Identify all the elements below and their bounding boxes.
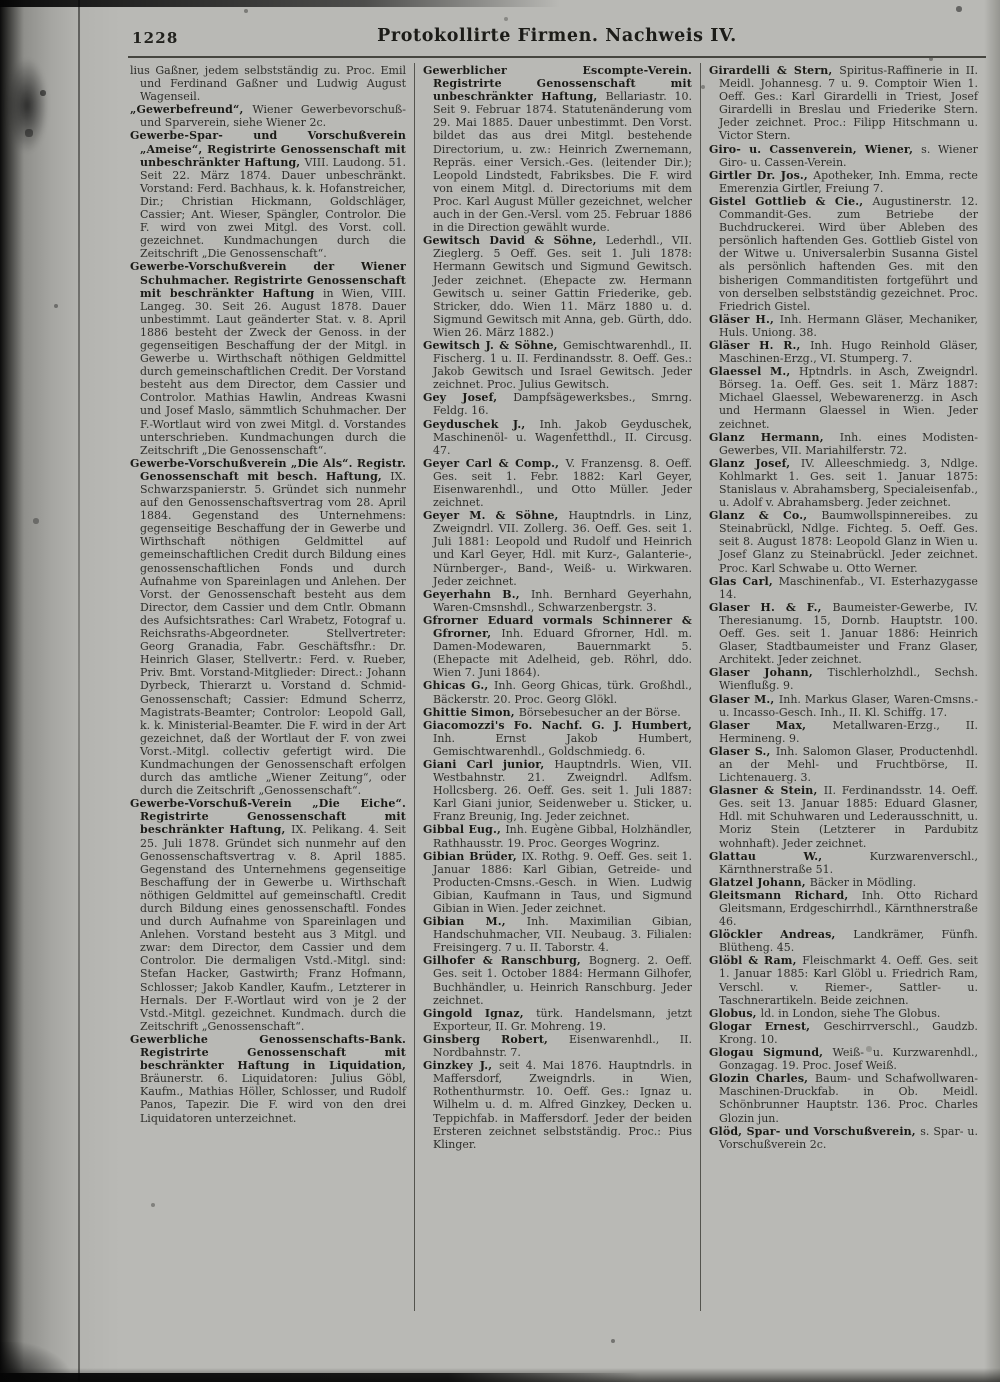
entry-text: IV. Alleeschmiedg. 3, Ndlge. Kohlmarkt 1. Ges. seit 1. Januar 1875: Stanislaus v. Abrahamsberg, Specialeisenfab., u. Adolf v. Abrahamsberg. Jeder zeichnet. <box>718 456 978 510</box>
firm-name: Gewitsch J. & Söhne, <box>422 338 563 352</box>
firm-name: Giacomozzi's Fo. Nachf. G. J. Humbert, <box>422 718 692 732</box>
directory-entry <box>423 758 692 823</box>
scan-specks <box>0 0 2 2</box>
directory-entry <box>709 64 978 143</box>
entry-text: Inh. eines Modisten-Gewerbes, VII. Mariahilferstr. 72. <box>718 430 978 457</box>
firm-name: Geyerhahn B., <box>422 587 531 601</box>
directory-entry <box>423 1059 692 1151</box>
firm-name: Glaser Johann, <box>708 666 828 680</box>
directory-entry <box>423 850 692 915</box>
directory-entry <box>423 1007 692 1033</box>
entry-text: Geschirrverschl., Gaudzb. Krong. 10. <box>718 1019 978 1046</box>
directory-entry <box>423 954 692 1006</box>
entry-text: Apotheker, Inh. Emma, recte Emerenzia Girtler, Freiung 7. <box>718 168 978 195</box>
firm-name: Glöbl & Ram, <box>708 954 803 968</box>
entry-text: Börsebesucher an der Börse. <box>518 705 681 719</box>
scan-bottom-black-strip <box>0 1373 640 1382</box>
entry-text: Inh. Ernst Jakob Humbert, Gemischtwarenhdl., Goldschmiedg. 6. <box>432 731 692 758</box>
entry-text: Inh. Otto Richard Gleitsmann, Erdgeschirrhdl., Kärnthnerstraße 46. <box>718 888 978 929</box>
directory-entry <box>709 195 978 313</box>
entry-text: Augustinerstr. 12. Commandit-Ges. zum Betriebe der Buchdruckerei. Wird über Ableben des persönlich haftenden Ges. Gottlieb Gistel von der Witwe u. Universalerbin Susanna Gistel als persönlich haftenden Ges. mit den bisherigen Commanditisten fortgeführt und von derselben selbstständig gezeichnet. Proc. Friedrich Gistel. <box>718 194 978 313</box>
entry-text: Inh. Hugo Reinhold Gläser, Maschinen-Erzg., VI. Stumperg. 7. <box>718 338 978 366</box>
firm-name: Gewerbe-Vorschußverein der Wiener Schuhmacher. Registrirte Genossenschaft mit beschränkter Haftung <box>130 260 406 300</box>
directory-entry <box>709 1020 978 1046</box>
firm-name: Gilhofer & Ranschburg, <box>422 954 589 968</box>
page-edge-crease <box>78 0 80 1382</box>
firm-name: Ginsberg Robert, <box>422 1032 570 1046</box>
entry-text: Bäcker in Mödling. <box>809 875 917 889</box>
directory-entry <box>423 719 692 758</box>
firm-name: Geyduschek J., <box>422 417 540 431</box>
entry-text: Inh. Jakob Geyduschek, Maschinenöl- u. Wagenfetthdl., II. Circusg. 47. <box>432 417 692 457</box>
firm-name: Ghicas G., <box>422 679 495 693</box>
directory-entry <box>709 457 978 509</box>
firm-name: Gibian Brüder, <box>422 849 522 863</box>
directory-entry <box>709 876 978 889</box>
entry-text: Inh. Bernhard Geyerhahn, Waren-Cmsnshdl., Schwarzenbergstr. 3. <box>432 587 692 614</box>
directory-entry <box>130 64 406 103</box>
firm-name: Glöckler Andreas, <box>708 928 854 942</box>
entry-text: Inh. Hermann Gläser, Mechaniker, Huls. Uniong. 38. <box>718 312 978 339</box>
entry-text: in Wien, VIII. Langeg. 30. Seit 26. August 1878. Dauer unbestimmt. Laut geänderter Stat. v. 8. April 1886 besteht der Zweck der Genoss. in der gegenseitigen Beschaffung der der Mitgl. in Gewerbe u. Wirthschaft nöthigen Geldmittel durch gemeinschaftlichen Credit. Der Vorstand besteht aus dem Director, dem Cassier und Controlor. Mathias Hawlin, Andreas Kwasni und Josef Maslo, sämmtlich Schuhmacher. Der F.-Wortlaut wird von zwei Mitgl. d. Vorstandes unterschrieben. Kundmachungen durch die Zeitschrift „Die Genossenschaft“. <box>140 286 406 457</box>
page-title: Protokollirte Firmen. Nachweis IV. <box>377 26 737 46</box>
entry-text: IX. Schwarzspanierstr. 5. Gründet sich nunmehr auf den Genossenschaftsvertrag vom 28. April 1884. Gegenstand des Unternehmens: gegenseitige Beschaffung der in Gewerbe und Wirthschaft nöthigen Geldmittel auf gemeinschaftlichen Credit durch Bildung eines genossenschaftlichen Fonds und durch Aufnahme von Spareinlagen und Anlehen. Der Vorst. der Genossenschaft besteht aus dem Director, dem Cassier und dem Cntlr. Obmann des Aufsichtsrathes: Carl Wrabetz, Fotograf u. Reichsraths-Abgeordneter. Stellvertreter: Georg Granadia, Fabr. Geschäftsfhr.: Dr. Heinrich Glaser, Stellvertr.: Ferd. v. Rueber, Priv. Bmt. Vorstand-Mitglieder: Direct.: Johann Dyrbeck, Thierarzt u. Vorstand d. Schmid-Genossenschaft; Cassier: Edmund Scherrz, Magistrats-Beamter; Controlor: Leopold Gall, k. k. Ministerial-Beamter. Die F. wird in der Art gezeichnet, daß der Wortlaut der F. von zwei Vorst.-Mitgl. collectiv gefertigt wird. Die Kundmachungen der Genossenschaft erfolgen durch das amtliche „Wiener Zeitung“, oder durch die Zeitschrift „Genossenschaft“. <box>140 469 406 798</box>
scan-top-black-strip <box>0 0 560 7</box>
column-2 <box>414 63 700 1311</box>
firm-name: Glogau Sigmund, <box>708 1046 833 1060</box>
entry-text: Fleischmarkt 4. Oeff. Ges. seit 1. Januar 1885: Karl Glöbl u. Friedrich Ram, Verschl. v. Riemer-, Sattler- u. Taschnerartikeln. Beide zeichnen. <box>718 954 978 1007</box>
directory-entry <box>709 850 978 876</box>
firm-name: Girardelli & Stern, <box>708 64 840 77</box>
ink-blotch <box>6 58 48 153</box>
entry-text: Gemischtwarenhdl., II. Fischerg. 1 u. II. Ferdinandsstr. 8. Oeff. Ges.: Jakob Gewitsch und Israel Gewitsch. Jeder zeichnet. Proc. Julius Gewitsch. <box>432 338 692 392</box>
directory-entry <box>709 431 978 457</box>
entry-text: seit 4. Mai 1876. Hauptndrls. in Maffersdorf, Zweigndrls. in Wien, Rothenthurmstr. 10. Oeff. Ges.: Ignaz u. Wilhelm u. d. m. Alfred Ginzkey, Decken u. Teppichfab. in Maffersdorf. Jeder der beiden Ersteren zeichnet selbstständig. Proc.: Pius Klinger. <box>432 1059 692 1151</box>
directory-entry <box>423 823 692 849</box>
directory-entry <box>423 706 692 719</box>
directory-entry <box>709 928 978 954</box>
entry-text: Eisenwarenhdl., II. Nordbahnstr. 7. <box>432 1032 692 1060</box>
firm-name: Geyer M. & Söhne, <box>422 509 569 523</box>
firm-name: Gingold Ignaz, <box>422 1006 537 1020</box>
entry-text: IX. Pelikang. 4. Seit 25. Juli 1878. Gründet sich nunmehr auf den Genossenschaftsvertrag v. 8. April 1885. Gegenstand des Unternehmens gegenseitige Beschaffung der in Gewerbe u. Wirthschaft nöthigen Geldmittel auf gemeinschaftl. Credit durch Bildung eines genossenschaftl. Fondes und durch Aufnahme von Spareinlagen und Anlehen. Vorstand besteht aus 3 Mitgl. und zwar: dem Director, dem Cassier und dem Controlor. Die dermaligen Vstd.-Mitgl. sind: Stefan Hacker, Gastwirth; Franz Hofmann, Schlosser; Jakob Kandler, Kaufm., Letzterer in Hernals. Der F.-Wortlaut wird von je 2 der Vstd.-Mitgl. gezeichnet. Kundmach. durch die Zeitschrift „Genossenschaft“. <box>140 823 406 1033</box>
entry-text: Spiritus-Raffinerie in II. Meidl. Johannesg. 7 u. 9. Comptoir Wien 1. Oeff. Ges.: Karl Girardelli in Triest, Josef Girardelli in Breslau und Friederike Stern. Jeder zeichnet. Proc.: Filipp Hitschmann u. Victor Stern. <box>718 64 978 143</box>
directory-entry <box>423 339 692 391</box>
directory-entry <box>709 143 978 169</box>
firm-name: Gläser H., <box>708 312 780 326</box>
directory-entry <box>709 1046 978 1072</box>
entry-text: Bognerg. 2. Oeff. Ges. seit 1. October 1884: Hermann Gilhofer, Buchhändler, u. Heinrich Ranschburg. Jeder zeichnet. <box>432 954 692 1007</box>
entry-text: Inh. Markus Glaser, Waren-Cmsns.- u. Incasso-Gesch. Inh., II. Kl. Schiffg. 17. <box>718 692 978 719</box>
directory-entry <box>709 693 978 719</box>
directory-entry <box>423 418 692 457</box>
entry-text: lius Gaßner, jedem selbstständig zu. Proc. Emil und Ferdinand Gaßner und Ludwig August Wagenseil. <box>130 64 406 104</box>
directory-entry <box>709 1007 978 1020</box>
entry-text: VIII. Laudong. 51. Seit 22. März 1874. Dauer unbeschränkt. Vorstand: Ferd. Bachhaus, k. k. Hofanstreicher, Dir.; Christian Hickmann, Goldschläger, Cassier; Ant. Wieser, Spängler, Controlor. Die F. wird von zwei Mitgl. des Vorst. coll. gezeichnet. Kundmachungen durch die Zeitschrift „Die Genossenschaft“. <box>140 155 406 261</box>
directory-entry <box>423 588 692 614</box>
entry-text: Maschinenfab., VI. Esterhazygasse 14. <box>718 574 978 601</box>
directory-entry <box>709 575 978 601</box>
firm-name: Glozin Charles, <box>708 1072 816 1086</box>
directory-entry <box>709 1125 978 1151</box>
directory-columns <box>128 63 986 1311</box>
directory-entry <box>709 169 978 195</box>
entry-text: Bellariastr. 10. Seit 9. Februar 1874. Statutenänderung vom 29. Mai 1885. Dauer unbestimmt. Den Vorst. bildet das aus drei Mitgl. bestehende Directorium, u. zw.: Heinrich Zwernemann, Repräs. einer Versich.-Ges. (leitender Dir.); Leopold Lindstedt, Fabriksbes. Die F. wird von einem Mitgl. d. Directoriums mit dem Proc. Karl August Müller gezeichnet, welcher auch in der Gen.-Versl. vom 25. Februar 1886 in die Direction gewählt wurde. <box>432 90 692 235</box>
firm-name: Glanz Hermann, <box>708 430 840 444</box>
directory-entry <box>709 365 978 430</box>
firm-name: Gibian M., <box>422 915 527 929</box>
entry-text: Inh. Eugène Gibbal, Holzhändler, Rathhausstr. 19. Proc. Georges Wogrinz. <box>432 823 692 850</box>
directory-entry <box>709 1072 978 1124</box>
entry-text: V. Franzensg. 8. Oeff. Ges. seit 1. Febr. 1882: Karl Geyer, Eisenwarenhdl., und Otto Müller. Jeder zeichnet. <box>432 456 692 510</box>
directory-entry <box>423 509 692 588</box>
firm-name: Glaser M., <box>708 692 779 706</box>
firm-name: Gewerbe-Vorschußverein „Die Als“. Registr. Genossenschaft mit besch. Haftung, <box>130 456 406 483</box>
entry-text: Dampfsägewerksbes., Smrng. Feldg. 16. <box>432 391 692 418</box>
directory-entry <box>709 509 978 574</box>
directory-entry <box>709 666 978 692</box>
entry-text: Lederhdl., VII. Zieglerg. 5 Oeff. Ges. seit 1. Juli 1878: Hermann Gewitsch und Sigmund Gewitsch. Jeder zeichnet. (Ehepacte zw. Hermann Gewitsch u. seiner Gattin Friederike, geb. Stricker, ddo. Wien 11. März 1880 u. d. Sigmund Gewitsch mit Anna, geb. Gürth, ddo. Wien 26. März 1882.) <box>432 234 692 339</box>
firm-name: Girtler Dr. Jos., <box>708 168 814 182</box>
firm-name: Ghittie Simon, <box>422 705 519 719</box>
firm-name: Gewerblicher Escompte-Verein. Registrirte Genossenschaft mit unbeschränkter Haftung, <box>422 64 692 104</box>
entry-text: türk. Handelsmann, jetzt Exporteur, II. Gr. Mohreng. 19. <box>432 1006 692 1033</box>
firm-name: Giani Carl junior, <box>422 757 555 771</box>
firm-name: Globus, <box>708 1006 761 1020</box>
firm-name: Gleitsmann Richard, <box>708 888 862 902</box>
firm-name: Gfrorner Eduard vormals Schinnerer & Gfrorner, <box>422 613 692 641</box>
entry-text: Baumwollspinnereibes. zu Steinabrückl, Ndlge. Fichteg. 5. Oeff. Ges. seit 8. August 1878: Leopold Glanz in Wien u. Josef Glanz zu Steinabrückl. Jeder zeichnet. Proc. Karl Schwabe u. Otto Werner. <box>718 509 978 575</box>
entry-text: Bräunerstr. 6. Liquidatoren: Julius Göbl, Kaufm., Mathias Höller, Schlosser, und Rudolf Panos, Tapezir. Die F. wird von den drei Liquidatoren unterzeichnet. <box>140 1072 406 1125</box>
directory-entry <box>130 260 406 456</box>
entry-text: Hauptndrls. in Linz, Zweigndrl. VII. Zollerg. 36. Oeff. Ges. seit 1. Juli 1881: Leopold und Rudolf und Heinrich und Karl Geyer, Hdl. mit Kurz-, Galanterie-, Nürnberger-, Band-, Weiß- u. Wirkwaren. Jeder zeichnet. <box>432 509 692 588</box>
directory-entry <box>709 745 978 784</box>
entry-text: II. Ferdinandsstr. 14. Oeff. Ges. seit 13. Januar 1885: Eduard Glasner, Hdl. mit Schuhwaren und Lederausschnitt, u. Moriz Stein (Letzterer in Pardubitz wohnhaft). Jeder zeichnet. <box>718 784 978 850</box>
header-rule <box>128 56 986 58</box>
directory-entry <box>709 313 978 339</box>
entry-text: Metallwaren-Erzg., II. Hermineng. 9. <box>718 718 978 745</box>
corner-blotch <box>0 1342 70 1382</box>
firm-name: Gey Josef, <box>422 391 514 405</box>
firm-name: Glaessel M., <box>708 365 799 379</box>
firm-name: Glanz & Co., <box>708 509 822 523</box>
directory-entry <box>423 915 692 954</box>
firm-name: Ginzkey J., <box>422 1059 500 1073</box>
directory-entry <box>130 1033 406 1125</box>
column-1 <box>128 63 414 1311</box>
entry-text: IX. Rothg. 9. Oeff. Ges. seit 1. Januar 1886: Karl Gibian, Getreide- und Producten-Cmsns.-Gesch. in Wien. Ludwig Gibian, Kaufmann in Taus, und Sigmund Gibian in Wien. Jeder zeichnet. <box>432 849 692 915</box>
directory-entry <box>423 457 692 509</box>
entry-text: Tischlerholzhdl., Sechsh. Wienflußg. 9. <box>718 666 978 693</box>
directory-entry <box>709 784 978 849</box>
firm-name: Glanz Josef, <box>708 456 801 470</box>
directory-entry <box>423 234 692 339</box>
firm-name: Geyer Carl & Comp., <box>422 456 566 470</box>
firm-name: „Gewerbefreund“, <box>130 103 253 117</box>
entry-text: Kurzwarenverschl., Kärnthnerstraße 51. <box>718 849 978 876</box>
directory-entry <box>423 679 692 705</box>
firm-name: Glöd, Spar- und Vorschußverein, <box>708 1124 921 1138</box>
entry-text: Hptndrls. in Asch, Zweigndrl. Börseg. 1a. Oeff. Ges. seit 1. März 1887: Michael Glaessel, Webewarenerzg. in Asch und Hermann Glaessel in Wien. Jeder zeichnet. <box>718 365 978 431</box>
page-header <box>128 26 986 54</box>
firm-name: Gistel Gottlieb & Cie., <box>708 194 873 208</box>
firm-name: Glaser H. & F., <box>708 600 833 614</box>
directory-entry <box>709 601 978 666</box>
entry-text: Landkrämer, Fünfh. Blütheng. 45. <box>718 928 978 955</box>
entry-text: Baum- und Schafwollwaren-Maschinen-Druckfab. in Ob. Meidl. Schönbrunner Hauptstr. 136. Proc. Charles Glozin jun. <box>718 1072 978 1125</box>
entry-text: Inh. Eduard Gfrorner, Hdl. m. Damen-Modewaren, Bauernmarkt 5. (Ehepacte mit Adelheid, geb. Röhrl, ddo. Wien 7. Juni 1864). <box>432 627 692 680</box>
entry-text: Inh. Georg Ghicas, türk. Großhdl., Bäckerstr. 20. Proc. Georg Glökl. <box>432 679 692 706</box>
firm-name: Gewerbe-Vorschuß-Verein „Die Eiche“. Registrirte Genossenschaft mit beschränkter Haftung, <box>130 797 406 837</box>
entry-text: Inh. Maximilian Gibian, Handschuhmacher, VII. Neubaug. 3. Filialen: Freisingerg. 7 u. II. Taborstr. 4. <box>432 915 692 955</box>
entry-text: Hauptndrls. Wien, VII. Westbahnstr. 21. Zweigndrl. Adlfsm. Hollcsberg. 26. Oeff. Ges. seit 1. Juli 1887: Karl Giani junior, Seidenweber u. Sticker, u. Franz Breunig, Ing. Jeder zeichnet. <box>432 757 692 824</box>
directory-entry <box>130 103 406 129</box>
directory-entry <box>423 64 692 234</box>
firm-name: Glattau W., <box>708 849 870 863</box>
entry-text: Baumeister-Gewerbe, IV. Theresianumg. 15, Dornb. Hauptstr. 100. Oeff. Ges. seit 1. Januar 1886: Heinrich Glaser, Stadtbaumeister und Franz Glaser, Architekt. Jeder zeichnet. <box>718 600 978 667</box>
entry-text: Wiener Gewerbevorschuß- und Sparverein, siehe Wiener 2c. <box>140 103 406 130</box>
firm-name: Gläser H. R., <box>708 338 811 352</box>
firm-name: Gewerbliche Genossenschafts-Bank. Registrirte Genossenschaft mit beschränkter Haftung in Liquidation, <box>130 1032 406 1073</box>
directory-entry <box>423 614 692 679</box>
page-number: 1228 <box>132 29 179 47</box>
directory-entry <box>709 954 978 1006</box>
firm-name: Glasner & Stein, <box>708 784 824 798</box>
firm-name: Glaser S., <box>708 744 776 758</box>
directory-entry <box>130 457 406 797</box>
firm-name: Glatzel Johann, <box>708 875 810 889</box>
directory-entry <box>709 339 978 365</box>
directory-entry <box>130 129 406 260</box>
directory-entry <box>130 797 406 1033</box>
firm-name: Gewerbe-Spar- und Vorschußverein „Ameise“, Registrirte Genossenschaft mit unbeschränkter Haftung, <box>130 129 406 169</box>
entry-text: ld. in London, siehe The Globus. <box>760 1006 941 1020</box>
firm-name: Glaser Max, <box>708 718 833 732</box>
firm-name: Glas Carl, <box>708 574 779 588</box>
entry-text: Inh. Salomon Glaser, Productenhdl. an der Mehl- und Fruchtbörse, II. Lichtenauerg. 3. <box>718 744 978 785</box>
scan-bottom-edge-shadow <box>0 1368 1000 1382</box>
scan-left-binding-shadow <box>0 0 130 1382</box>
entry-text: Weiß- u. Kurzwarenhdl., Gonzagag. 19. Proc. Josef Weiß. <box>718 1046 978 1073</box>
directory-entry <box>423 1033 692 1059</box>
firm-name: Giro- u. Cassenverein, Wiener, <box>708 142 922 156</box>
firm-name: Gibbal Eug., <box>422 823 506 837</box>
firm-name: Glogar Ernest, <box>708 1019 824 1033</box>
entry-text: s. Wiener Giro- u. Cassen-Verein. <box>718 142 978 169</box>
scan-right-edge-shadow <box>984 0 1000 1382</box>
column-3 <box>700 63 986 1311</box>
entry-text: s. Spar- u. Vorschußverein 2c. <box>718 1124 978 1151</box>
directory-entry <box>709 889 978 928</box>
firm-name: Gewitsch David & Söhne, <box>422 234 606 248</box>
directory-entry <box>423 391 692 417</box>
printed-content <box>128 26 986 1311</box>
directory-entry <box>709 719 978 745</box>
